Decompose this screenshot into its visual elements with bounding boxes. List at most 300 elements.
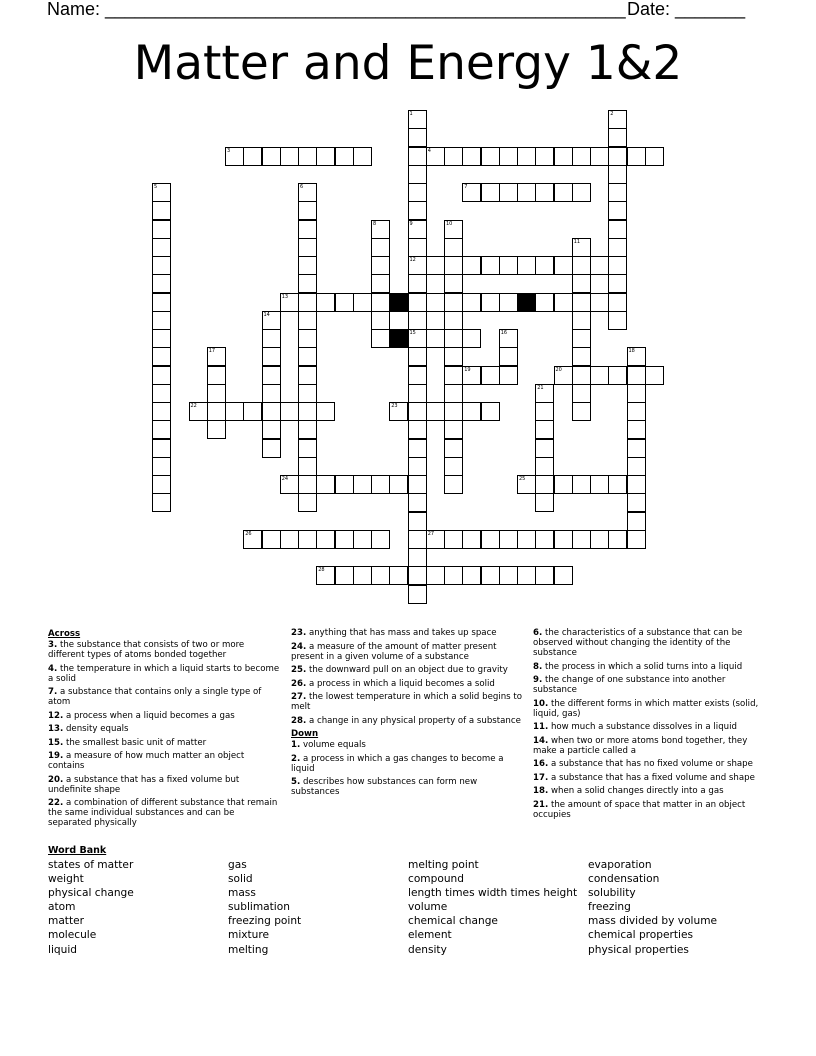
crossword-cell[interactable] xyxy=(462,183,481,202)
crossword-cell[interactable] xyxy=(481,566,500,585)
page-title: Matter and Energy 1&2 xyxy=(133,36,683,91)
crossword-cell[interactable] xyxy=(298,457,317,476)
crossword-cell[interactable] xyxy=(408,201,427,220)
crossword-cell[interactable] xyxy=(517,183,536,202)
crossword-cell[interactable] xyxy=(408,384,427,403)
crossword-cell[interactable] xyxy=(298,347,317,366)
clue-number: 27 xyxy=(427,530,435,537)
crossword-cell[interactable] xyxy=(554,183,573,202)
crossword-cell[interactable] xyxy=(462,566,481,585)
crossword-cell[interactable] xyxy=(517,475,536,494)
crossword-cell[interactable] xyxy=(627,530,646,549)
crossword-cell[interactable] xyxy=(298,384,317,403)
crossword-cell[interactable] xyxy=(608,293,627,312)
crossword-cell[interactable] xyxy=(535,420,554,439)
across-clue: 3. the substance that consists of two or more different types of atoms bonded together xyxy=(48,640,245,660)
crossword-cell[interactable] xyxy=(462,256,481,275)
crossword-cell[interactable] xyxy=(554,530,573,549)
crossword-cell[interactable] xyxy=(627,493,646,512)
crossword-cell[interactable] xyxy=(298,147,317,166)
crossword-cell[interactable] xyxy=(572,238,591,257)
crossword-cell[interactable] xyxy=(572,329,591,348)
word-bank-heading: Word Bank xyxy=(48,845,107,856)
crossword-cell[interactable] xyxy=(535,457,554,476)
crossword-cell[interactable] xyxy=(280,147,299,166)
crossword-cell[interactable] xyxy=(262,439,281,458)
crossword-cell[interactable] xyxy=(371,566,390,585)
crossword-cell[interactable] xyxy=(608,183,627,202)
crossword-cell[interactable] xyxy=(408,512,427,531)
crossword-cell[interactable] xyxy=(371,238,390,257)
down-clues-column-3 xyxy=(533,628,765,823)
clue-number: 10 xyxy=(446,220,453,227)
crossword-cell[interactable] xyxy=(298,293,317,312)
crossword-cell[interactable] xyxy=(298,238,317,257)
crossword-cell[interactable] xyxy=(152,201,171,220)
crossword-cell[interactable] xyxy=(207,420,226,439)
crossword-cell[interactable] xyxy=(316,147,335,166)
crossword-cell[interactable] xyxy=(572,311,591,330)
crossword-cell[interactable] xyxy=(280,293,299,312)
crossword-cell[interactable] xyxy=(408,366,427,385)
crossword-cell[interactable] xyxy=(371,220,390,239)
crossword-cell[interactable] xyxy=(444,420,463,439)
crossword-cell[interactable] xyxy=(408,585,427,604)
crossword-cell[interactable] xyxy=(627,402,646,421)
across-clue: 23. anything that has mass and takes up space xyxy=(291,628,497,638)
crossword-cell[interactable] xyxy=(243,402,262,421)
name-field[interactable]: Name: ____________________________________________________ xyxy=(47,0,626,19)
crossword-cell[interactable] xyxy=(462,402,481,421)
crossword-cell[interactable] xyxy=(207,384,226,403)
crossword-cell[interactable] xyxy=(408,329,427,348)
crossword-cell[interactable] xyxy=(335,475,354,494)
crossword-cell[interactable] xyxy=(535,493,554,512)
crossword-cell[interactable] xyxy=(535,566,554,585)
crossword-cell[interactable] xyxy=(298,366,317,385)
crossword-cell[interactable] xyxy=(262,384,281,403)
crossword-cell[interactable] xyxy=(554,147,573,166)
crossword-cell[interactable] xyxy=(426,147,445,166)
crossword-cell[interactable] xyxy=(262,420,281,439)
crossword-cell[interactable] xyxy=(627,347,646,366)
crossword-cell[interactable] xyxy=(535,530,554,549)
crossword-cell[interactable] xyxy=(371,475,390,494)
crossword-cell[interactable] xyxy=(627,147,646,166)
crossword-cell[interactable] xyxy=(608,238,627,257)
crossword-cell[interactable] xyxy=(335,566,354,585)
crossword-cell[interactable] xyxy=(408,128,427,147)
crossword-cell[interactable] xyxy=(262,366,281,385)
word-bank-item: length times width times height xyxy=(408,887,578,900)
crossword-cell[interactable] xyxy=(408,220,427,239)
clue-number: 14 xyxy=(263,311,270,318)
crossword-cell[interactable] xyxy=(262,347,281,366)
crossword-cell[interactable] xyxy=(152,256,171,275)
crossword-cell[interactable] xyxy=(298,311,317,330)
across-clues-column-1 xyxy=(48,628,280,832)
crossword-cell[interactable] xyxy=(444,347,463,366)
clue-number: 5 xyxy=(154,184,158,190)
crossword-cell[interactable] xyxy=(444,384,463,403)
across-clue: 25. the downward pull on an object due to gravity xyxy=(291,665,508,675)
crossword-cell[interactable] xyxy=(371,329,390,348)
crossword-cell[interactable] xyxy=(572,274,591,293)
crossword-cell[interactable] xyxy=(262,311,281,330)
crossword-cell[interactable] xyxy=(462,293,481,312)
crossword-cell[interactable] xyxy=(572,402,591,421)
crossword-cell[interactable] xyxy=(444,439,463,458)
word-bank-item: matter xyxy=(48,915,84,928)
crossword-cell[interactable] xyxy=(554,256,573,275)
crossword-cell[interactable] xyxy=(371,256,390,275)
crossword-cell[interactable] xyxy=(535,475,554,494)
crossword-cell[interactable] xyxy=(627,420,646,439)
crossword-cell[interactable] xyxy=(444,238,463,257)
crossword-cell[interactable] xyxy=(207,402,226,421)
crossword-cell[interactable] xyxy=(316,566,335,585)
crossword-cell[interactable] xyxy=(481,530,500,549)
down-clue: 2. a process in which a gas changes to become a liquid xyxy=(291,753,504,774)
crossword-cell[interactable] xyxy=(298,439,317,458)
crossword-cell[interactable] xyxy=(462,366,481,385)
crossword-cell[interactable] xyxy=(444,402,463,421)
word-bank-item: melting xyxy=(228,943,269,956)
crossword-cell[interactable] xyxy=(481,366,500,385)
date-field[interactable]: Date: _______ xyxy=(627,0,746,19)
crossword-cell[interactable] xyxy=(627,475,646,494)
crossword-cell[interactable] xyxy=(535,183,554,202)
crossword-cell[interactable] xyxy=(444,530,463,549)
crossword-cell[interactable] xyxy=(298,220,317,239)
crossword-cell[interactable] xyxy=(408,475,427,494)
crossword-cell[interactable] xyxy=(444,311,463,330)
crossword-cell[interactable] xyxy=(152,457,171,476)
crossword-cell[interactable] xyxy=(517,530,536,549)
crossword-cell[interactable] xyxy=(535,439,554,458)
crossword-cell[interactable] xyxy=(572,347,591,366)
word-bank-item: mixture xyxy=(228,929,270,942)
clue-number: 15 xyxy=(409,330,416,336)
crossword-cell[interactable] xyxy=(608,311,627,330)
crossword-cell[interactable] xyxy=(572,293,591,312)
clue-number: 7 xyxy=(464,184,468,190)
word-bank-item: condensation xyxy=(588,873,660,886)
crossword-cell[interactable] xyxy=(152,238,171,257)
crossword-cell[interactable] xyxy=(298,201,317,220)
crossword-cell[interactable] xyxy=(608,256,627,275)
across-clue: 13. density equals xyxy=(48,724,129,734)
crossword-cell[interactable] xyxy=(481,147,500,166)
crossword-cell[interactable] xyxy=(408,274,427,293)
clue-number: 6 xyxy=(300,184,304,190)
crossword-cell[interactable] xyxy=(426,530,445,549)
crossword-cell[interactable] xyxy=(298,274,317,293)
crossword-cell[interactable] xyxy=(444,220,463,239)
crossword-cell[interactable] xyxy=(298,256,317,275)
crossword-cell[interactable] xyxy=(590,530,609,549)
crossword-cell[interactable] xyxy=(444,475,463,494)
crossword-cell[interactable] xyxy=(572,530,591,549)
crossword-cell[interactable] xyxy=(426,329,445,348)
down-clue: 1. volume equals xyxy=(291,740,366,750)
crossword-cell[interactable] xyxy=(152,311,171,330)
crossword-cell[interactable] xyxy=(426,566,445,585)
crossword-cell[interactable] xyxy=(645,147,664,166)
crossword-cell[interactable] xyxy=(408,110,427,129)
crossword-cell[interactable] xyxy=(608,201,627,220)
crossword-cell[interactable] xyxy=(554,475,573,494)
crossword-cell[interactable] xyxy=(590,256,609,275)
word-bank-item: volume xyxy=(408,901,448,914)
crossword-cell[interactable] xyxy=(152,274,171,293)
crossword-cell[interactable] xyxy=(371,293,390,312)
crossword-cell[interactable] xyxy=(627,366,646,385)
crossword-cell[interactable] xyxy=(481,256,500,275)
crossword-cell[interactable] xyxy=(298,329,317,348)
crossword-cell[interactable] xyxy=(499,256,518,275)
crossword-cell[interactable] xyxy=(189,402,208,421)
crossword-cell[interactable] xyxy=(152,420,171,439)
crossword-cell[interactable] xyxy=(499,293,518,312)
crossword-cell[interactable] xyxy=(590,147,609,166)
crossword-cell[interactable] xyxy=(444,329,463,348)
crossword-cell[interactable] xyxy=(572,475,591,494)
across-clue: 20. a substance that has a fixed volume but undefinite shape xyxy=(48,774,240,795)
crossword-cell[interactable] xyxy=(152,329,171,348)
clue-number: 16 xyxy=(500,330,508,336)
crossword-cell[interactable] xyxy=(225,402,244,421)
crossword-cell[interactable] xyxy=(353,566,372,585)
crossword-cell[interactable] xyxy=(316,293,335,312)
crossword-cell[interactable] xyxy=(152,439,171,458)
crossword-cell[interactable] xyxy=(608,475,627,494)
crossword-cell[interactable] xyxy=(243,147,262,166)
across-clue: 12. a process when a liquid becomes a gas xyxy=(48,710,235,721)
crossword-cell[interactable] xyxy=(353,147,372,166)
clue-number: 2 xyxy=(610,111,614,117)
crossword-cell[interactable] xyxy=(408,256,427,275)
crossword-cell[interactable] xyxy=(316,475,335,494)
crossword-cell[interactable] xyxy=(608,530,627,549)
crossword-cell[interactable] xyxy=(389,566,408,585)
crossword-cell[interactable] xyxy=(408,347,427,366)
crossword-cell[interactable] xyxy=(572,384,591,403)
crossword-cell[interactable] xyxy=(408,493,427,512)
word-bank-item: physical change xyxy=(48,887,134,900)
crossword-cell[interactable] xyxy=(316,530,335,549)
crossword-cell[interactable] xyxy=(389,475,408,494)
crossword-cell[interactable] xyxy=(371,530,390,549)
crossword-cell[interactable] xyxy=(499,566,518,585)
down-clue: 5. describes how substances can form new substances xyxy=(291,777,478,797)
crossword-cell[interactable] xyxy=(645,366,664,385)
crossword-cell[interactable] xyxy=(462,147,481,166)
across-clue: 27. the lowest temperature in which a solid begins to melt xyxy=(291,692,522,712)
crossword-cell[interactable] xyxy=(608,128,627,147)
crossword-cell[interactable] xyxy=(335,147,354,166)
crossword-cell[interactable] xyxy=(280,530,299,549)
crossword-cell[interactable] xyxy=(262,329,281,348)
crossword-cell[interactable] xyxy=(207,366,226,385)
word-bank-item: sublimation xyxy=(228,901,290,914)
crossword-cell[interactable] xyxy=(627,457,646,476)
crossword-cell[interactable] xyxy=(152,347,171,366)
word-bank-item: weight xyxy=(48,873,84,886)
word-bank-item: melting point xyxy=(408,859,479,871)
crossword-cell[interactable] xyxy=(444,366,463,385)
crossword-cell[interactable] xyxy=(572,147,591,166)
crossword-cell[interactable] xyxy=(444,274,463,293)
crossword-cell[interactable] xyxy=(280,475,299,494)
crossword-cell[interactable] xyxy=(152,475,171,494)
crossword-cell[interactable] xyxy=(608,274,627,293)
crossword-cell[interactable] xyxy=(535,293,554,312)
crossword-cell[interactable] xyxy=(572,183,591,202)
crossword-cell[interactable] xyxy=(280,402,299,421)
clue-number: 17 xyxy=(208,348,216,355)
crossword-cell[interactable] xyxy=(298,493,317,512)
crossword-cell[interactable] xyxy=(481,402,500,421)
word-bank-item: evaporation xyxy=(588,859,652,871)
crossword-cell[interactable] xyxy=(499,347,518,366)
crossword-cell[interactable] xyxy=(408,420,427,439)
crossword-cell[interactable] xyxy=(335,530,354,549)
crossword-cell[interactable] xyxy=(481,183,500,202)
crossword-cell[interactable] xyxy=(426,402,445,421)
word-bank-item: states of matter xyxy=(48,859,134,871)
crossword-cell[interactable] xyxy=(535,402,554,421)
crossword-cell[interactable] xyxy=(426,293,445,312)
crossword-cell[interactable] xyxy=(608,147,627,166)
crossword-cell[interactable] xyxy=(444,566,463,585)
crossword-cell[interactable] xyxy=(517,147,536,166)
crossword-cell[interactable] xyxy=(462,530,481,549)
across-clue: 19. a measure of how much matter an object contains xyxy=(48,751,245,771)
crossword-cell[interactable] xyxy=(535,384,554,403)
across-clue: 15. the smallest basic unit of matter xyxy=(48,737,207,748)
crossword-cell[interactable] xyxy=(627,384,646,403)
across-clue: 7. a substance that contains only a single type of atom xyxy=(48,687,262,707)
word-bank-column-1 xyxy=(48,858,134,957)
crossword-cell[interactable] xyxy=(225,147,244,166)
crossword-cell[interactable] xyxy=(152,402,171,421)
crossword-cell[interactable] xyxy=(627,439,646,458)
crossword-cell[interactable] xyxy=(408,311,427,330)
crossword-cell[interactable] xyxy=(499,147,518,166)
crossword-cell[interactable] xyxy=(572,366,591,385)
crossword-cell[interactable] xyxy=(499,366,518,385)
crossword-cell[interactable] xyxy=(608,366,627,385)
clue-number: 1 xyxy=(409,111,413,117)
across-clue: 4. the temperature in which a liquid starts to become a solid xyxy=(48,663,280,684)
clue-number: 24 xyxy=(281,476,289,482)
crossword-cell[interactable] xyxy=(298,420,317,439)
crossword-cell[interactable] xyxy=(152,384,171,403)
crossword-cell[interactable] xyxy=(590,366,609,385)
crossword-cell[interactable] xyxy=(499,183,518,202)
crossword-cell[interactable] xyxy=(590,293,609,312)
crossword-cell[interactable] xyxy=(371,274,390,293)
crossword-cell[interactable] xyxy=(608,220,627,239)
crossword-cell[interactable] xyxy=(408,530,427,549)
crossword-cell[interactable] xyxy=(444,147,463,166)
crossword-cell[interactable] xyxy=(408,238,427,257)
word-bank-item: compound xyxy=(408,873,464,886)
crossword-cell[interactable] xyxy=(572,256,591,275)
crossword-cell[interactable] xyxy=(353,293,372,312)
crossword-cell[interactable] xyxy=(426,256,445,275)
crossword-cell[interactable] xyxy=(462,329,481,348)
crossword-cell[interactable] xyxy=(408,566,427,585)
crossword-cell[interactable] xyxy=(554,566,573,585)
clue-number: 8 xyxy=(373,220,377,227)
crossword-cell[interactable] xyxy=(554,293,573,312)
crossword-cell[interactable] xyxy=(408,183,427,202)
crossword-cell[interactable] xyxy=(408,402,427,421)
clue-number: 20 xyxy=(555,366,562,373)
crossword-cell[interactable] xyxy=(408,457,427,476)
crossword-cell[interactable] xyxy=(517,256,536,275)
crossword-cell[interactable] xyxy=(535,256,554,275)
crossword-cell[interactable] xyxy=(262,402,281,421)
crossword-cell[interactable] xyxy=(335,293,354,312)
crossword-cell[interactable] xyxy=(444,256,463,275)
crossword-cell[interactable] xyxy=(590,475,609,494)
crossword-cell[interactable] xyxy=(408,293,427,312)
crossword-block xyxy=(389,293,408,312)
crossword-cell[interactable] xyxy=(444,457,463,476)
crossword-cell[interactable] xyxy=(262,147,281,166)
crossword-cell[interactable] xyxy=(152,293,171,312)
crossword-cell[interactable] xyxy=(408,147,427,166)
crossword-cell[interactable] xyxy=(608,110,627,129)
crossword-cell[interactable] xyxy=(389,402,408,421)
crossword-cell[interactable] xyxy=(608,165,627,184)
crossword-cell[interactable] xyxy=(444,293,463,312)
crossword-cell[interactable] xyxy=(408,439,427,458)
word-bank-item: freezing xyxy=(588,901,631,914)
crossword-cell[interactable] xyxy=(371,311,390,330)
crossword-cell[interactable] xyxy=(152,220,171,239)
down-clue: 8. the process in which a solid turns into a liquid xyxy=(533,661,743,672)
crossword-cell[interactable] xyxy=(353,475,372,494)
crossword-cell[interactable] xyxy=(627,512,646,531)
crossword-cell[interactable] xyxy=(298,530,317,549)
crossword-cell[interactable] xyxy=(298,402,317,421)
crossword-cell[interactable] xyxy=(316,402,335,421)
crossword-cell[interactable] xyxy=(262,530,281,549)
crossword-cell[interactable] xyxy=(408,548,427,567)
crossword-cell[interactable] xyxy=(353,530,372,549)
crossword-cell[interactable] xyxy=(408,165,427,184)
word-bank-item: gas xyxy=(228,859,247,871)
crossword-cell[interactable] xyxy=(517,566,536,585)
crossword-cell[interactable] xyxy=(535,147,554,166)
crossword-cell[interactable] xyxy=(499,329,518,348)
crossword-cell[interactable] xyxy=(298,475,317,494)
crossword-cell[interactable] xyxy=(207,347,226,366)
crossword-cell[interactable] xyxy=(481,293,500,312)
down-clue: 21. the amount of space that matter in an object occupies xyxy=(533,799,746,820)
crossword-cell[interactable] xyxy=(499,530,518,549)
crossword-cell[interactable] xyxy=(152,493,171,512)
crossword-cell[interactable] xyxy=(554,366,573,385)
crossword-cell[interactable] xyxy=(243,530,262,549)
crossword-cell[interactable] xyxy=(152,366,171,385)
crossword-cell[interactable] xyxy=(152,183,171,202)
crossword-cell[interactable] xyxy=(298,183,317,202)
